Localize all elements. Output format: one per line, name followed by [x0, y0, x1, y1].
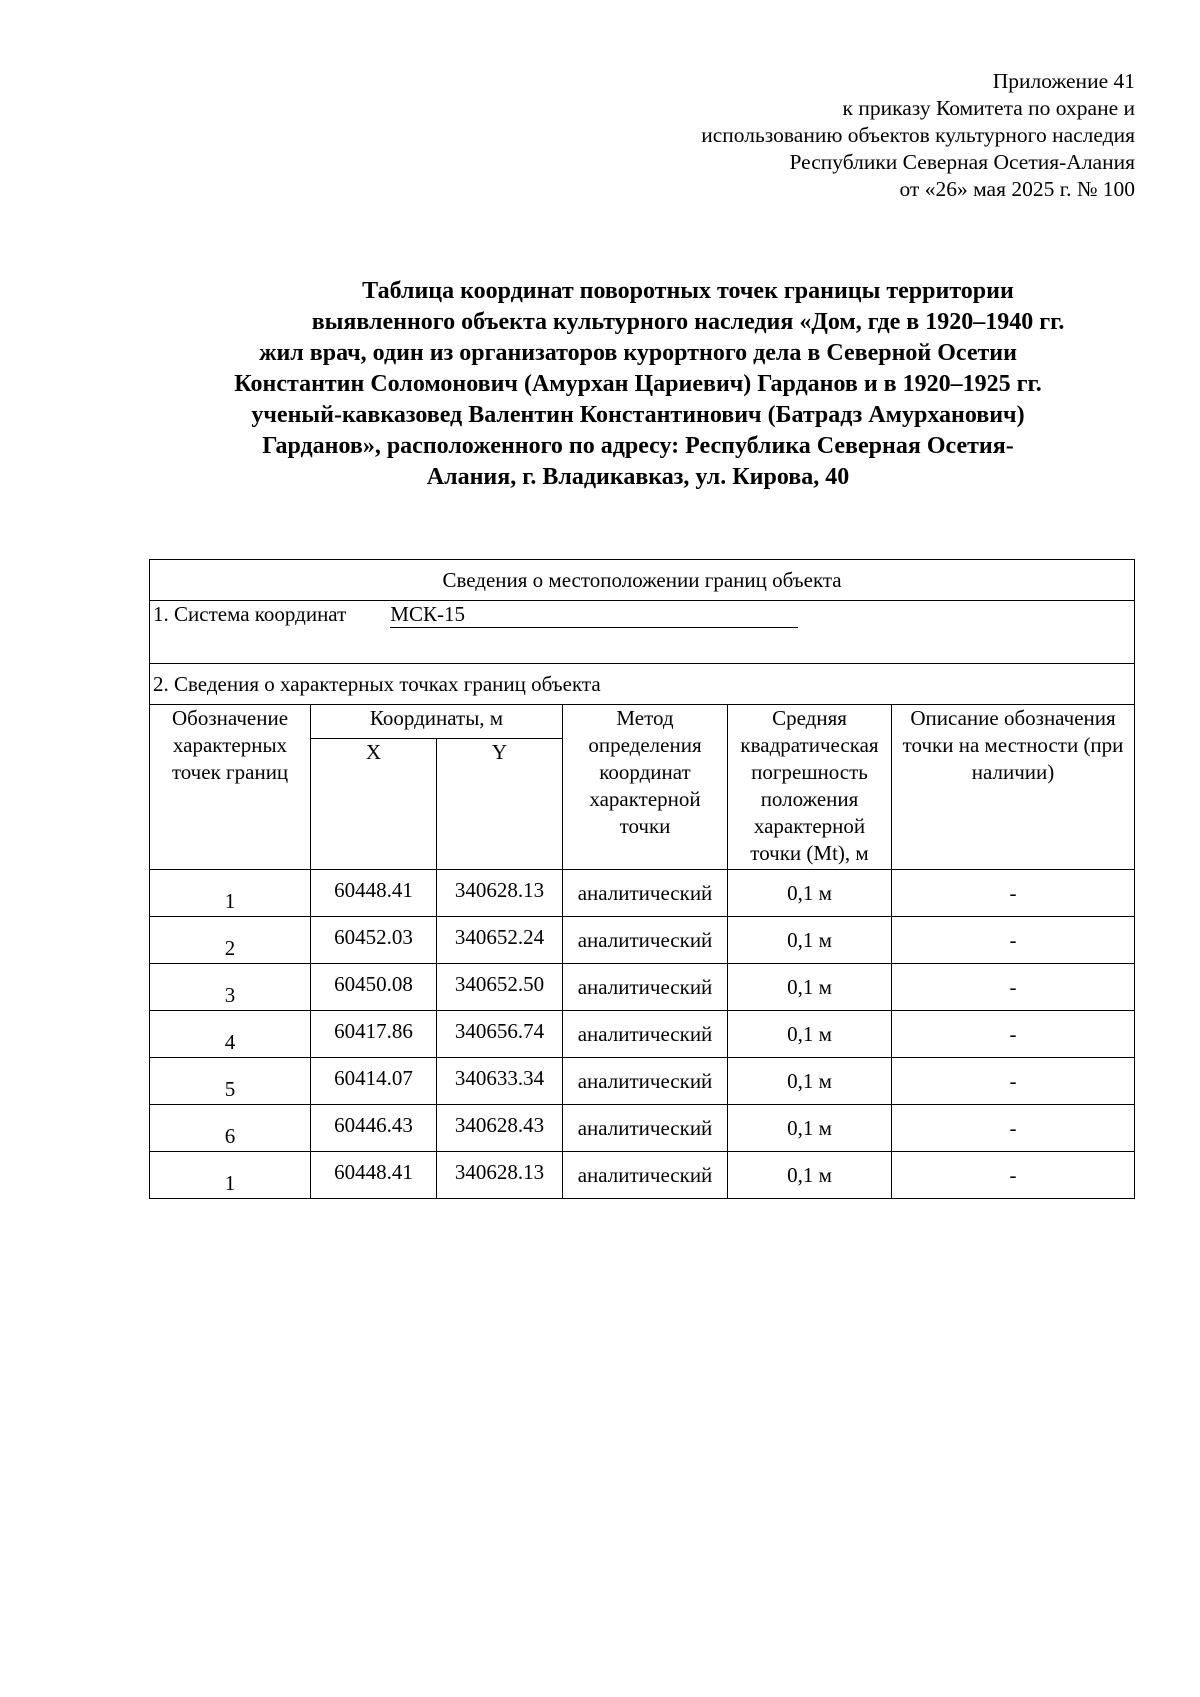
point-number-cell: 4	[150, 1011, 311, 1058]
col-header-x: X	[311, 739, 437, 870]
title-line: Алания, г. Владикавказ, ул. Кирова, 40	[426, 464, 850, 490]
points-header: 2. Сведения о характерных точках границ объекта	[150, 664, 1135, 705]
error-cell: 0,1 м	[728, 964, 892, 1011]
point-number-cell: 5	[150, 1058, 311, 1105]
x-coordinate-cell: 60417.86	[311, 1011, 437, 1058]
error-cell: 0,1 м	[728, 1152, 892, 1199]
point-number-cell: 3	[150, 964, 311, 1011]
x-coordinate-cell: 60414.07	[311, 1058, 437, 1105]
appendix-block	[535, 68, 1135, 203]
table-row	[150, 870, 1135, 917]
method-cell: аналитический	[563, 1152, 728, 1199]
coordinates-table	[149, 559, 1135, 1199]
table-row	[150, 1105, 1135, 1152]
method-cell: аналитический	[563, 1105, 728, 1152]
point-number-cell: 2	[150, 917, 311, 964]
x-coordinate-cell: 60448.41	[311, 1152, 437, 1199]
y-coordinate-cell: 340652.24	[437, 917, 563, 964]
y-coordinate-cell: 340633.34	[437, 1058, 563, 1105]
table-row	[150, 1011, 1135, 1058]
col-header-description: Описание обозначения точки на местности (при наличии)	[892, 705, 1135, 870]
col-header-coordinates: Координаты, м	[311, 705, 563, 739]
error-cell: 0,1 м	[728, 1105, 892, 1152]
coord-system-label: 1. Система координат	[153, 602, 347, 626]
title-line: Гарданов», расположенного по адресу: Республика Северная Осетия-	[262, 433, 1014, 459]
y-coordinate-cell: 340652.50	[437, 964, 563, 1011]
title-line: ученый-кавказовед Валентин Константинович (Батрадз Амурханович)	[251, 402, 1025, 428]
x-coordinate-cell: 60450.08	[311, 964, 437, 1011]
method-cell: аналитический	[563, 964, 728, 1011]
coord-system-row	[150, 601, 1135, 664]
y-coordinate-cell: 340628.13	[437, 1152, 563, 1199]
description-cell: -	[892, 964, 1135, 1011]
document-title	[148, 276, 1128, 493]
description-cell: -	[892, 870, 1135, 917]
coord-system-value: МСК-15	[390, 601, 798, 628]
error-cell: 0,1 м	[728, 1011, 892, 1058]
method-cell: аналитический	[563, 1058, 728, 1105]
description-cell: -	[892, 1152, 1135, 1199]
description-cell: -	[892, 917, 1135, 964]
table-row	[150, 917, 1135, 964]
y-coordinate-cell: 340628.13	[437, 870, 563, 917]
error-cell: 0,1 м	[728, 870, 892, 917]
appendix-line: использованию объектов культурного наследия	[701, 123, 1135, 147]
x-coordinate-cell: 60452.03	[311, 917, 437, 964]
title-line: выявленного объекта культурного наследия «Дом, где в 1920–1940 гг.	[311, 309, 1065, 335]
appendix-line: Республики Северная Осетия-Алания	[789, 150, 1135, 174]
section-header: Сведения о местоположении границ объекта	[150, 560, 1135, 601]
col-header-y: Y	[437, 739, 563, 870]
description-cell: -	[892, 1011, 1135, 1058]
appendix-line: от «26» мая 2025 г. № 100	[899, 177, 1135, 201]
error-cell: 0,1 м	[728, 1058, 892, 1105]
error-cell: 0,1 м	[728, 917, 892, 964]
title-line: жил врач, один из организаторов курортного дела в Северной Осетии	[259, 340, 1017, 366]
appendix-line: Приложение 41	[992, 69, 1135, 93]
description-cell: -	[892, 1105, 1135, 1152]
col-header-designation: Обозначение характерных точек границ	[150, 705, 311, 870]
point-number-cell: 1	[150, 870, 311, 917]
title-line: Константин Соломонович (Амурхан Цариевич) Гарданов и в 1920–1925 гг.	[234, 371, 1042, 397]
point-number-cell: 6	[150, 1105, 311, 1152]
table-row	[150, 1152, 1135, 1199]
table-row	[150, 1058, 1135, 1105]
method-cell: аналитический	[563, 1011, 728, 1058]
appendix-line: к приказу Комитета по охране и	[842, 96, 1135, 120]
method-cell: аналитический	[563, 870, 728, 917]
description-cell: -	[892, 1058, 1135, 1105]
col-header-error: Средняя квадратическая погрешность положения характерной точки (Mt), м	[728, 705, 892, 870]
y-coordinate-cell: 340628.43	[437, 1105, 563, 1152]
col-header-method: Метод определения координат характерной точки	[563, 705, 728, 870]
y-coordinate-cell: 340656.74	[437, 1011, 563, 1058]
method-cell: аналитический	[563, 917, 728, 964]
x-coordinate-cell: 60446.43	[311, 1105, 437, 1152]
point-number-cell: 1	[150, 1152, 311, 1199]
x-coordinate-cell: 60448.41	[311, 870, 437, 917]
table-row	[150, 964, 1135, 1011]
title-line: Таблица координат поворотных точек границы территории	[362, 278, 1014, 304]
